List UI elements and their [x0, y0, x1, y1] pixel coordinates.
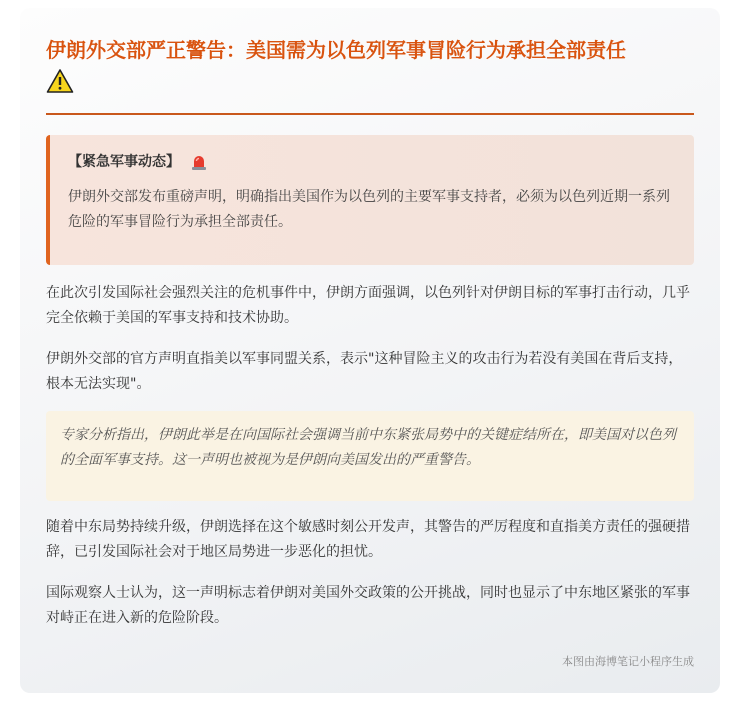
- paragraph: 国际观察人士认为，这一声明标志着伊朗对美国外交政策的公开挑战，同时也显示了中东地区紧张的军事对峙正在进入新的危险阶段。: [46, 585, 690, 626]
- paragraph: 在此次引发国际社会强烈关注的危机事件中，伊朗方面强调，以色列针对伊朗目标的军事打击行动，几乎完全依赖于美国的军事支持和技术协助。: [46, 285, 690, 326]
- paragraph: 伊朗外交部的官方声明直指美以军事同盟关系，表示"这种冒险主义的攻击行为若没有美国在背后支持，根本无法实现"。: [46, 351, 683, 392]
- title-divider: [46, 113, 694, 115]
- alert-heading-text: 【紧急军事动态】: [68, 154, 180, 170]
- analysis-box: [46, 411, 694, 501]
- article-title: [46, 34, 694, 103]
- footer-credit: 本图由海博笔记小程序生成: [562, 655, 694, 668]
- alert-box: [46, 135, 694, 265]
- paragraph: 随着中东局势持续升级，伊朗选择在这个敏感时刻公开发声，其警告的严厉程度和直指美方责任的强硬措辞，已引发国际社会对于地区局势进一步恶化的担忧。: [46, 519, 690, 560]
- analysis-text: 专家分析指出，伊朗此举是在向国际社会强调当前中东紧张局势中的关键症结所在，即美国对以色列的全面军事支持。这一声明也被视为是伊朗向美国发出的严重警告。: [60, 427, 676, 468]
- warning-icon: [46, 68, 74, 94]
- alert-text: 伊朗外交部发布重磅声明，明确指出美国作为以色列的主要军事支持者，必须为以色列近期一系列危险的军事冒险行为承担全部责任。: [68, 189, 670, 230]
- article-card: [20, 8, 720, 693]
- siren-icon: [190, 154, 208, 170]
- title-text: 伊朗外交部严正警告：美国需为以色列军事冒险行为承担全部责任: [46, 38, 626, 62]
- alert-heading: [68, 151, 672, 173]
